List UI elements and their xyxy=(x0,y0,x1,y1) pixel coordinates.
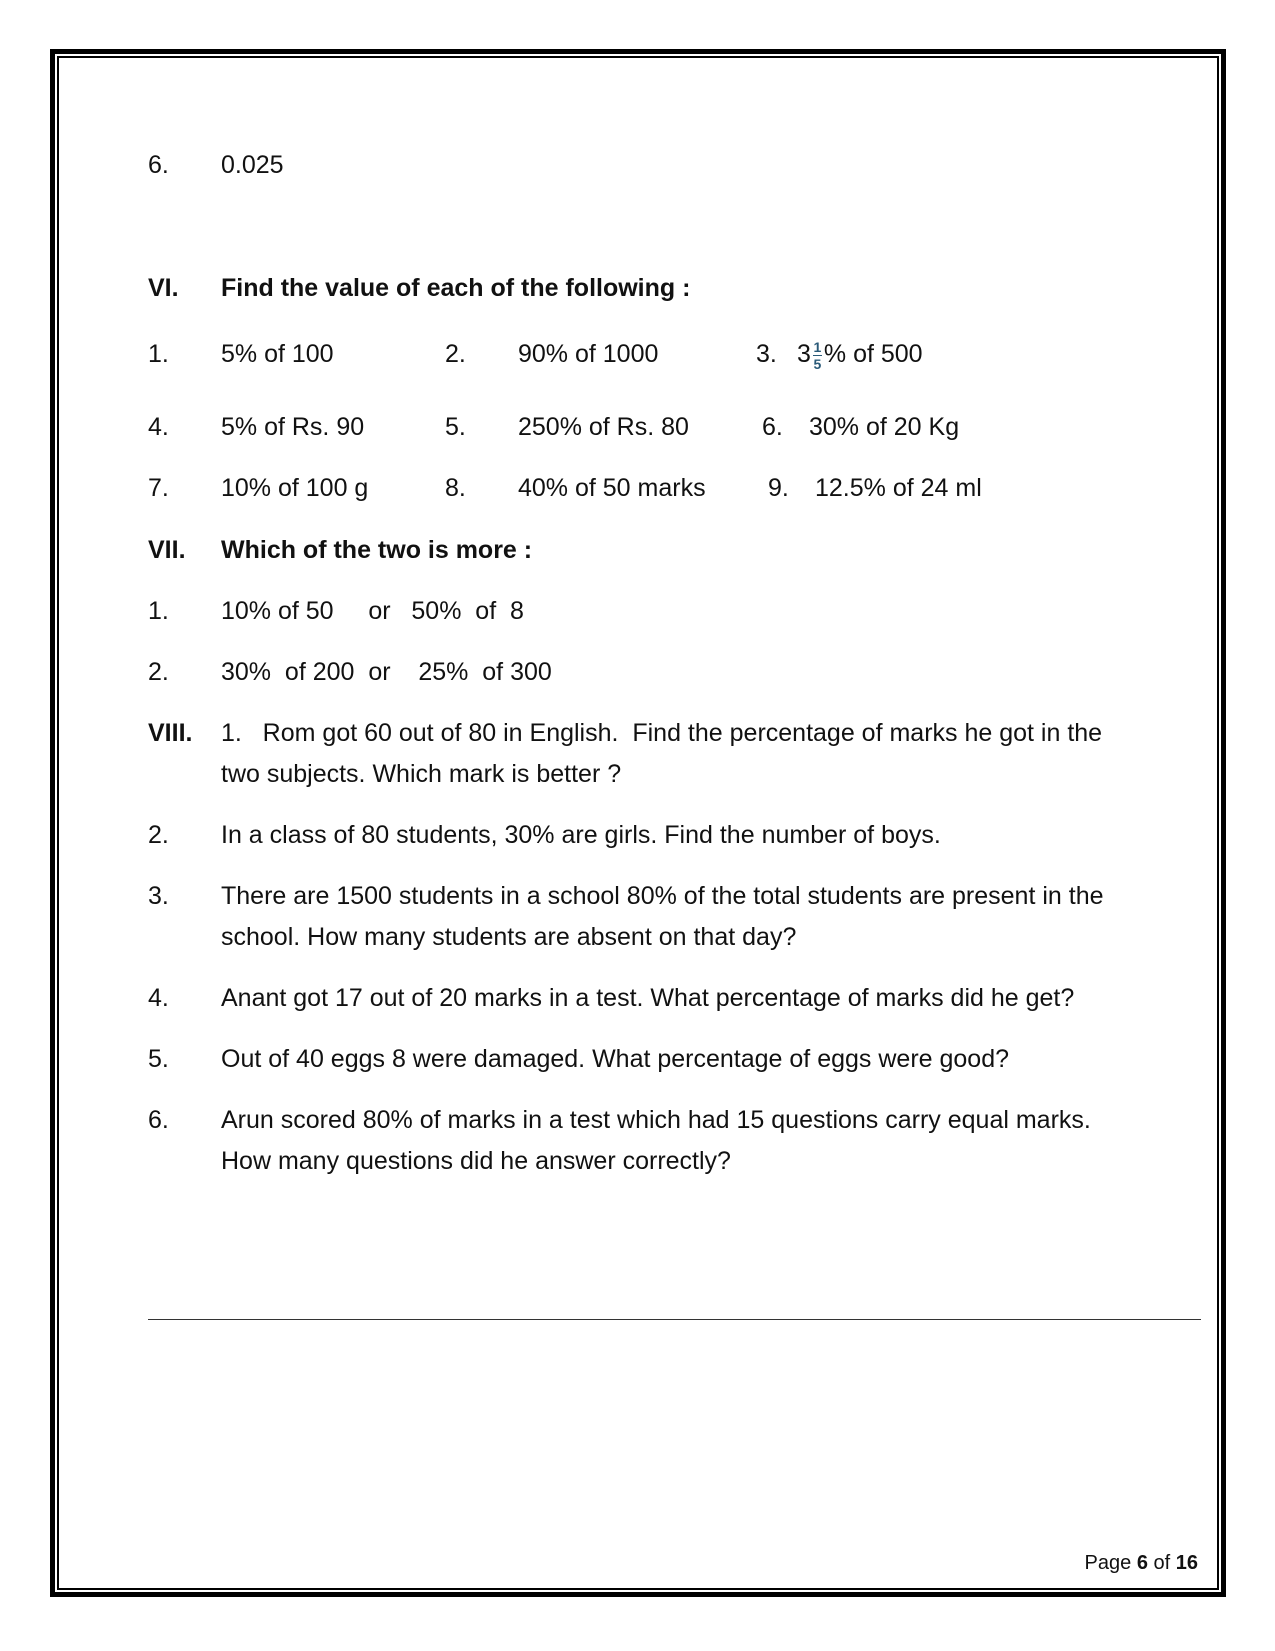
vi-item-3-fraction-numerator: 1 xyxy=(813,338,822,355)
vi-item-7-number: 7. xyxy=(148,474,169,502)
vi-item-3-whole: 3 xyxy=(797,340,811,368)
viii-item-2-number: 2. xyxy=(148,821,169,849)
section-vii-roman: VII. xyxy=(148,536,186,564)
vi-item-9-text: 12.5% of 24 ml xyxy=(815,474,982,502)
viii-item-1-line2: two subjects. Which mark is better ? xyxy=(221,760,622,788)
viii-item-3-line2: school. How many students are absent on that day? xyxy=(221,923,797,951)
prev-item-text: 0.025 xyxy=(221,151,284,179)
vi-item-3-expression xyxy=(797,334,923,375)
vi-item-5-text: 250% of Rs. 80 xyxy=(518,413,689,441)
vi-item-3-text: % of 500 xyxy=(823,340,923,368)
viii-item-6-number: 6. xyxy=(148,1106,169,1134)
page-number xyxy=(1085,1552,1198,1575)
page-word: Page xyxy=(1084,1552,1132,1574)
vii-item-1-number: 1. xyxy=(148,597,169,625)
viii-item-2-text: In a class of 80 students, 30% are girls. Find the number of boys. xyxy=(221,821,941,849)
vii-item-1-text: 10% of 50 or 50% of 8 xyxy=(221,597,524,625)
section-viii-roman: VIII. xyxy=(148,719,193,747)
viii-item-4-number: 4. xyxy=(148,984,169,1012)
viii-item-5-text: Out of 40 eggs 8 were damaged. What percentage of eggs were good? xyxy=(221,1045,1010,1073)
viii-item-4-text: Anant got 17 out of 20 marks in a test. What percentage of marks did he get? xyxy=(221,984,1075,1012)
vi-item-8-number: 8. xyxy=(445,474,466,502)
vii-item-2-text: 30% of 200 or 25% of 300 xyxy=(221,658,552,686)
vi-item-1-number: 1. xyxy=(148,340,169,368)
vi-item-4-text: 5% of Rs. 90 xyxy=(221,413,365,441)
vi-item-3-fraction-denominator: 5 xyxy=(813,355,822,372)
vi-item-5-number: 5. xyxy=(445,413,466,441)
viii-item-6-line2: How many questions did he answer correctly? xyxy=(221,1147,731,1175)
vi-item-7-text: 10% of 100 g xyxy=(221,474,369,502)
total-pages: 16 xyxy=(1175,1552,1198,1574)
vi-item-6-number: 6. xyxy=(762,413,783,441)
section-vi-heading: Find the value of each of the following : xyxy=(221,274,691,302)
viii-item-1-line1: 1. Rom got 60 out of 80 in English. Find the percentage of marks he got in the xyxy=(221,719,1103,747)
section-vi-roman: VI. xyxy=(148,274,179,302)
vi-item-2-number: 2. xyxy=(445,340,466,368)
viii-item-6-line1: Arun scored 80% of marks in a test which had 15 questions carry equal marks. xyxy=(221,1106,1091,1134)
of-word: of xyxy=(1153,1552,1171,1574)
vi-item-9-number: 9. xyxy=(768,474,789,502)
footer-divider xyxy=(148,1319,1201,1320)
vii-item-2-number: 2. xyxy=(148,658,169,686)
vi-item-3-number: 3. xyxy=(756,340,777,368)
vi-item-4-number: 4. xyxy=(148,413,169,441)
prev-item-number: 6. xyxy=(148,151,169,179)
section-vii-heading: Which of the two is more : xyxy=(221,536,533,564)
vi-item-2-text: 90% of 1000 xyxy=(518,340,659,368)
viii-item-3-line1: There are 1500 students in a school 80% of the total students are present in the xyxy=(221,882,1104,910)
viii-item-3-number: 3. xyxy=(148,882,169,910)
current-page: 6 xyxy=(1136,1552,1148,1574)
vi-item-1-text: 5% of 100 xyxy=(221,340,334,368)
vi-item-3-fraction xyxy=(813,340,822,371)
vi-item-6-text: 30% of 20 Kg xyxy=(809,413,960,441)
viii-item-5-number: 5. xyxy=(148,1045,169,1073)
vi-item-8-text: 40% of 50 marks xyxy=(518,474,706,502)
